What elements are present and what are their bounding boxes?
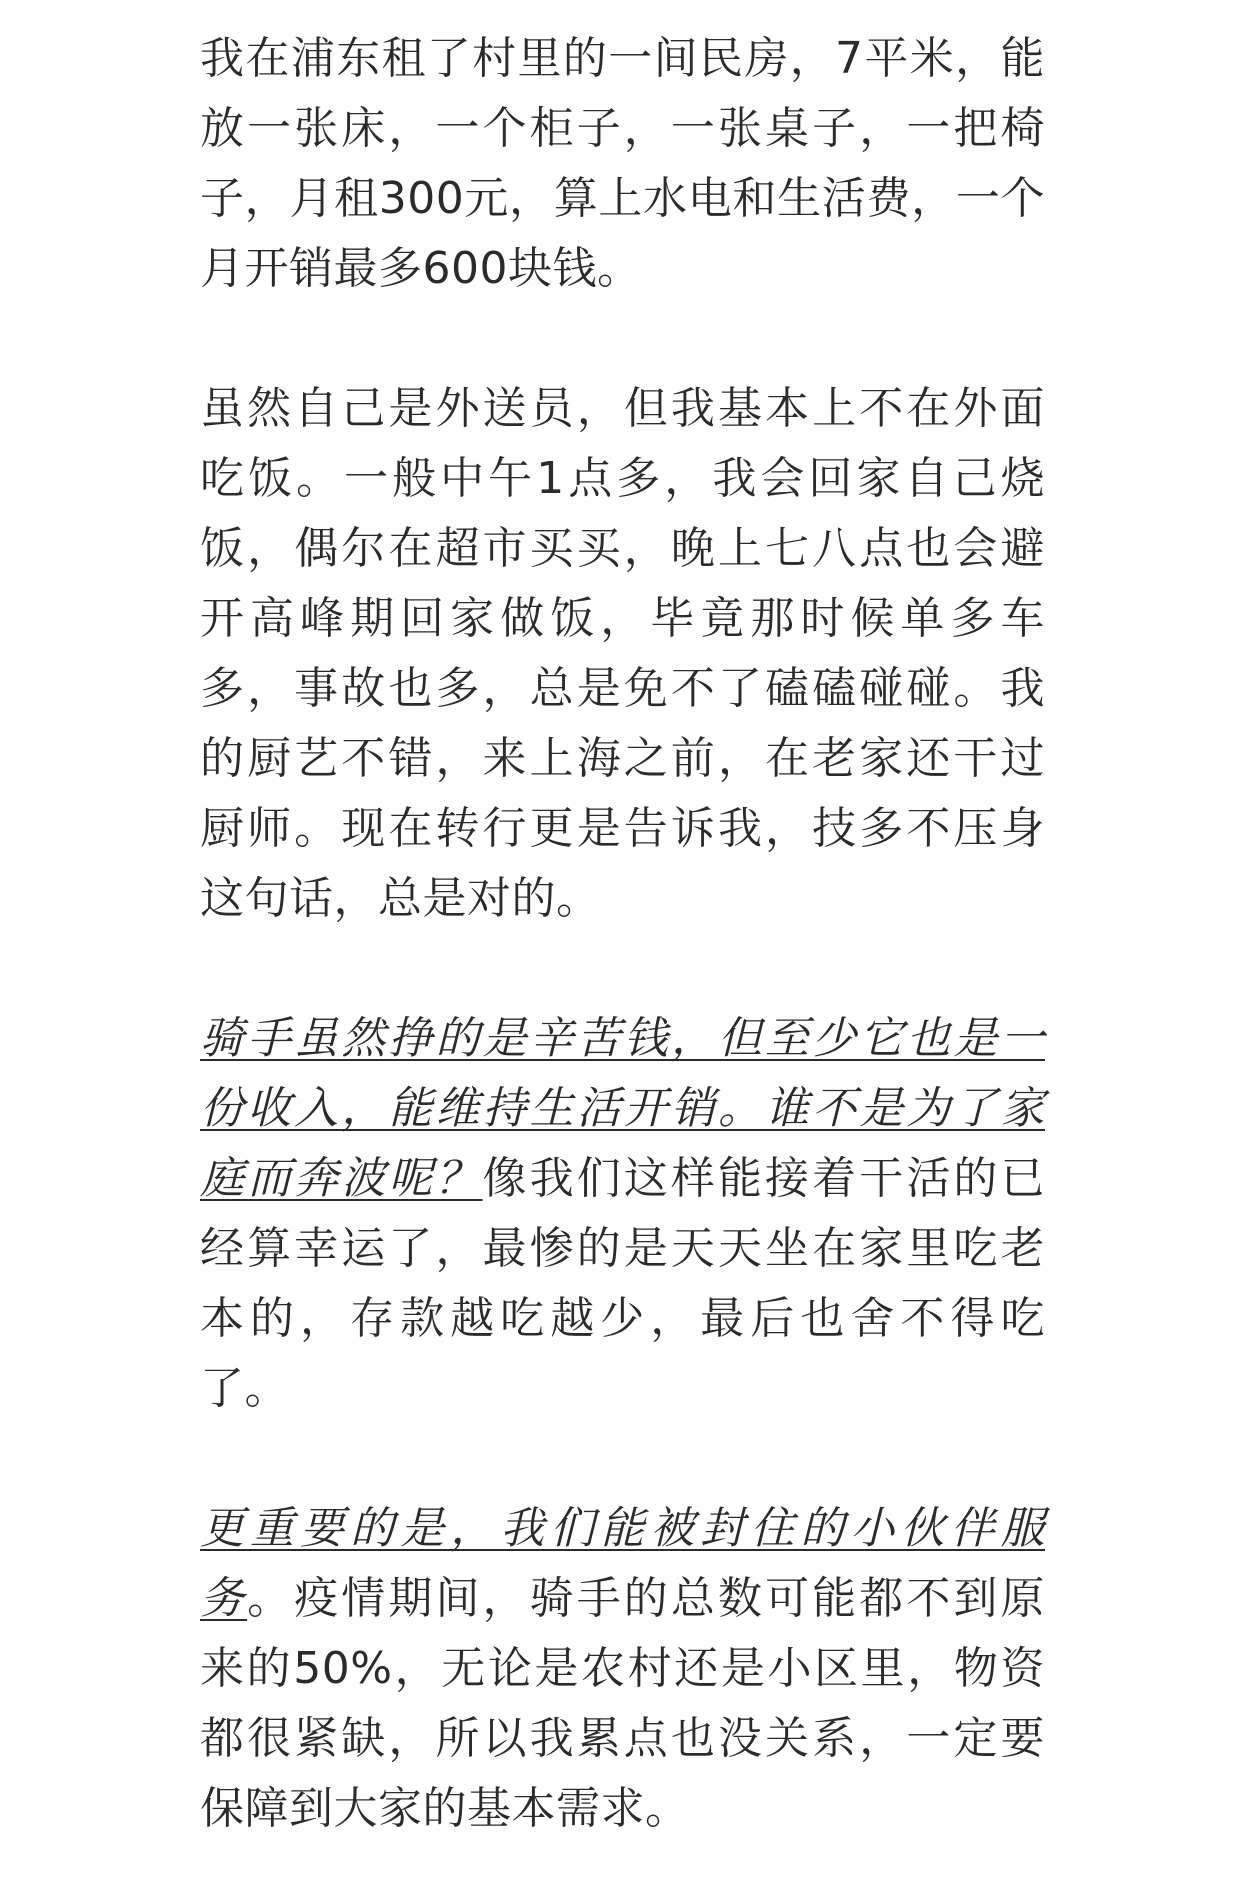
article-body bbox=[200, 24, 1045, 1844]
paragraph-cooking bbox=[200, 374, 1045, 934]
paragraph-text: 。疫情期间，骑手的总数可能都不到原来的50%，无论是农村还是小区里，物资都很紧缺，所以我累点也没关系，一定要保障到大家的基本需求。 bbox=[200, 1573, 1046, 1834]
paragraph-text: 我在浦东租了村里的一间民房，7平米，能放一张床，一个柜子，一张桌子，一把椅子，月租300元，算上水电和生活费，一个月开销最多600块钱。 bbox=[200, 33, 1045, 294]
paragraph-service bbox=[200, 1494, 1045, 1844]
paragraph-text: 像我们这样能接着干活的已经算幸运了，最惨的是天天坐在家里吃老本的，存款越吃越少，最后也舍不得吃了。 bbox=[200, 1153, 1046, 1414]
paragraph-income bbox=[200, 1004, 1045, 1424]
emphasized-text: 更重要的是，我们能被封住的小伙伴服务 bbox=[200, 1503, 1045, 1624]
paragraph-rent bbox=[200, 24, 1045, 304]
paragraph-text: 虽然自己是外送员，但我基本上不在外面吃饭。一般中午1点多，我会回家自己烧饭，偶尔在超市买买，晚上七八点也会避开高峰期回家做饭，毕竟那时候单多车多，事故也多，总是免不了磕磕碰碰。我的厨艺不错，来上海之前，在老家还干过厨师。现在转行更是告诉我，技多不压身这句话，总是对的。 bbox=[200, 383, 1045, 924]
emphasized-text: 骑手虽然挣的是辛苦钱，但至少它也是一份收入，能维持生活开销。谁不是为了家庭而奔波呢？ bbox=[200, 1013, 1045, 1204]
